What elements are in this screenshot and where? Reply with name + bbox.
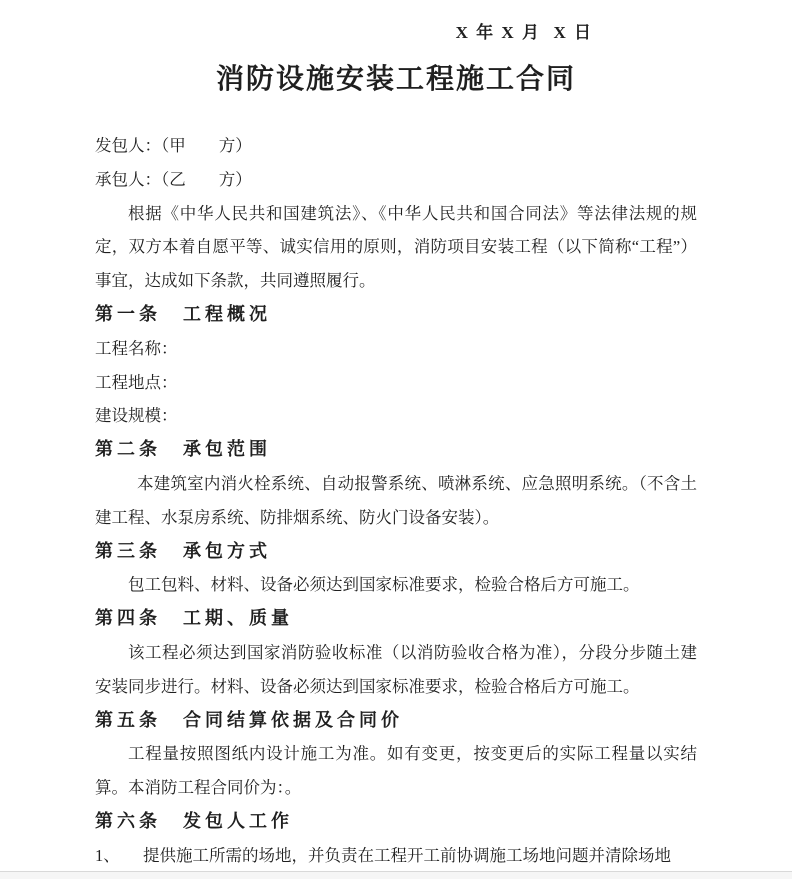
section-5-body: 工程量按照图纸内设计施工为准。如有变更，按变更后的实际工程量以实结算。本消防工程合同价为：。 — [95, 744, 697, 798]
section-4-body: 该工程必须达到国家消防验收标准（以消防验收合格为准），分段分步随土建安装同步进行。材料、设备必须达到国家标准要求，检验合格后方可施工。 — [95, 642, 697, 696]
field-construction-scale: 建设规模： — [95, 406, 178, 426]
section-6-heading: 第六条 发包人工作 — [95, 810, 293, 831]
document-body — [95, 129, 697, 873]
date-line: X 年 X 月 X 日 — [455, 23, 593, 42]
field-project-name: 工程名称： — [95, 338, 178, 358]
numbered-list-item-1 — [95, 839, 697, 873]
section-3-body: 包工包料、材料、设备必须达到国家标准要求，检验合格后方可施工。 — [128, 575, 640, 595]
section-3-heading: 第三条 承包方式 — [95, 540, 271, 561]
section-5-heading: 第五条 合同结算依据及合同价 — [95, 709, 403, 730]
section-2-heading: 第二条 承包范围 — [95, 439, 271, 460]
field-project-location: 工程地点： — [95, 372, 178, 392]
document-title: 消防设施安装工程施工合同 — [215, 64, 576, 95]
section-2-body: 本建筑室内消火栓系统、自动报警系统、喷淋系统、应急照明系统。（不含土建工程、水泵房系统、防排烟系统、防火门设备安装）。 — [95, 473, 697, 527]
section-1-heading: 第一条 工程概况 — [95, 303, 271, 324]
window-bottom-edge — [0, 871, 792, 879]
section-4-heading: 第四条 工期、质量 — [95, 608, 293, 629]
party-b-line: 承包人：（乙 方） — [95, 169, 252, 189]
intro-paragraph: 根据《中华人民共和国建筑法》、《中华人民共和国合同法》等法律法规的规定，双方本着自愿平等、诚实信用的原则，消防项目安装工程（以下简称“工程”）事宜，达成如下条款，共同遵照履行。 — [95, 203, 697, 291]
party-a-line: 发包人：（甲 方） — [95, 136, 252, 155]
list-item-number: 1、 — [95, 845, 120, 865]
list-item-text: 提供施工所需的场地，并负责在工程开工前协调施工场地问题并清除场地 — [143, 845, 671, 865]
